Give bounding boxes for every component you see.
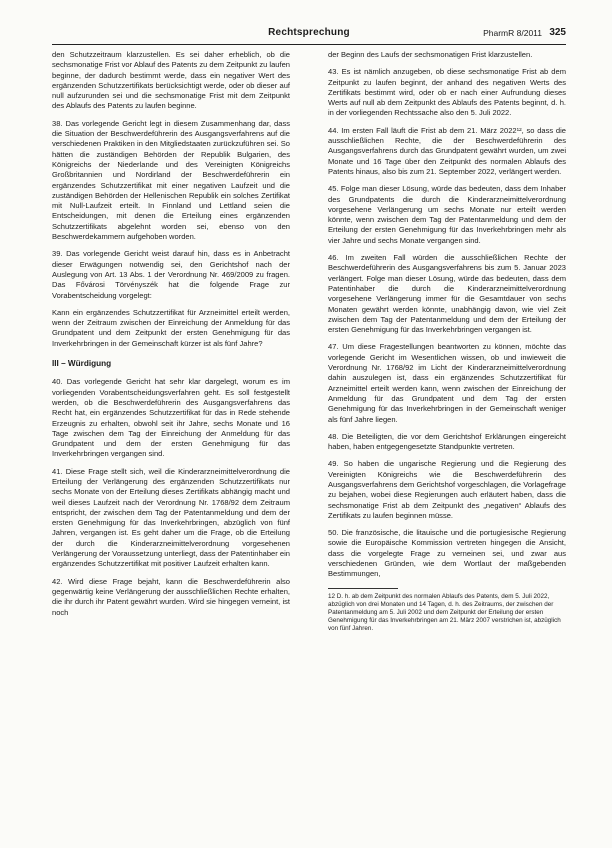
left-column <box>52 50 290 625</box>
section-label: Rechtsprechung <box>268 27 350 38</box>
paragraph: den Schutzzeitraum klarzustellen. Es sei daher erheblich, ob die sechsmonatige Frist vor Ablauf des Patents zu dem Zeitpunkt zu laufen beginne, der dadurch bestimmt werde, dass ein negativer Wert des ergänzenden Schutzzertifikats berücksichtigt werde, oder ob dieser auf null aufzurunden sei und die sechsmonatige Frist mit dem Zeitpunkt des Ablaufs des Patents zu laufen beginne. <box>52 50 290 111</box>
page-header <box>52 26 566 42</box>
paragraph: 40. Das vorlegende Gericht hat sehr klar dargelegt, worum es im vorliegenden Vorabentscheidungsverfahren geht. Es soll festgestellt werden, ob die Beschwerdeführerin des Ausgangsverfahrens das Recht hat, ein ergänzendes Schutzzertifikat für das in Rede stehende Erzeugnis zu erhalten, obwohl seit ihr Jahre, sechs Monate und 16 Tage zwischen dem Tag der Einreichung der Anmeldung für das Grundpatent und dem der ersten Genehmigung für das Inverkehrbringen vergangen sind. <box>52 377 290 459</box>
paragraph: 41. Diese Frage stellt sich, weil die Kinderarzneimittelverordnung die Erteilung der Verlängerung des ergänzenden Schutzzertifikats nur sechs Monate von der Erteilung dieses Zertifikats abhängig macht und weil dieses Laufzeit nach der Verordnung Nr. 1768/92 dem Zeitraum entspricht, der zwischen dem Tag der Patentanmeldung und dem der ersten Genehmigung für das Inverkehrbringen, abzüglich von fünf Jahren, vergangen ist. Es geht daher um die Frage, ob die Erteilung der durch die Kinderarzneimittelverordnung vorgesehenen Verlängerung der Voraussetzung unterliegt, dass der Patentinhaber ein ergänzendes Schutzzertifikat mit positiver Laufzeit erhalten kann. <box>52 466 290 569</box>
paragraph: 44. Im ersten Fall läuft die Frist ab dem 21. März 2022¹², so dass die ausschließlichen Rechte, die der Beschwerdeführerin des Ausgangsverfahrens durch das Grundpatent gewährt wurden, um zwei Monate und 16 Tage über den Zeitpunkt des normalen Ablaufs des Patents hinaus, also bis zum 21. September 2022, verlängert werden. <box>328 125 566 176</box>
footnote: 12 D. h. ab dem Zeitpunkt des normalen Ablaufs des Patents, dem 5. Juli 2022, abzüglich von drei Monaten und 14 Tagen, d. h. des Zeitraums, der zwischen der Patentanmeldung am 5. Juli 2002 und dem Zeitpunkt der Erteilung der ersten Genehmigung für das Inverkehrbringen am 21. März 2007 verstrichen ist, abzüglich von fünf Jahren. <box>328 592 561 633</box>
paragraph: 47. Um diese Fragestellungen beantworten zu können, möchte das vorlegende Gericht im Wesentlichen wissen, ob und inwieweit die Verordnung Nr. 1768/92 im Licht der Kinderarzneimittelverordnung dahin auszulegen ist, dass ein ergänzendes Schutzzertifikat für Arzneimittel erteilt werden kann, wenn zwischen der Einreichung der Anmeldung für das Grundpatent und dem Tag der ersten Genehmigung für das Inverkehrbringen in der Gemeinschaft weniger als fünf Jahre liegen. <box>328 342 566 424</box>
section-heading: III – Würdigung <box>52 359 112 369</box>
paragraph: 49. So haben die ungarische Regierung und die Regierung des Vereinigten Königreichs wie die Beschwerdeführerin des Ausgangsverfahrens dem Gerichtshof vorgeschlagen, die Vorlagefrage zu bejahen, wobei diese Regierungen auch erläutert haben, dass die sechsmonatige Frist ab dem Zeitpunkt des „negativen“ Ablaufs des Zertifikats zu laufen beginnen müsse. <box>328 459 566 520</box>
paragraph: der Beginn des Laufs der sechsmonatigen Frist klarzustellen. <box>328 50 533 59</box>
paragraph: 45. Folge man dieser Lösung, würde das bedeuten, dass dem Inhaber des Grundpatents die durch die Kinderarzneimittelverordnung vorgesehene Verlängerung um sechs Monate nur erteilt werden könnte, wenn zwischen dem Tag der Patentanmeldung und dem der Erteilung der ersten Genehmigung für das Inverkehrbringen mehr als vier Jahre und sechs Monate vergangen sind. <box>328 184 566 245</box>
journal-reference: PharmR 8/2011 <box>483 28 542 38</box>
paragraph: 42. Wird diese Frage bejaht, kann die Beschwerdeführerin also gegenwärtig keine Verlängerung der ausschließlichen Rechte erhalten, die ihr durch ihr Patent gewährt wurden. Wird sie hingegen verneint, ist noch <box>52 576 290 617</box>
referred-question: Kann ein ergänzendes Schutzzertifikat für Arzneimittel erteilt werden, wenn der Zeitraum zwischen der Einreichung der Anmeldung für das Grundpatent und dem Zeitpunkt der ersten Genehmigung für das Inverkehrbringen in der Gemeinschaft kürzer ist als fünf Jahre? <box>52 307 290 348</box>
paragraph: 46. Im zweiten Fall würden die ausschließlichen Rechte der Beschwerdeführerin des Ausgangsverfahrens bis zum 5. Januar 2023 verlängert. Folge man dieser Lösung, würde das bedeuten, dass dem Patentinhaber die durch die Kinderarzneimittelverordnung vorgesehene Verlängerung immer für die Gesamtdauer von sechs Monaten gewährt werden könnte, unabhängig davon, wie viel Zeit zwischen dem Tag der Patentanmeldung und dem der Erteilung der ersten Genehmigung für das Inverkehrbringen vergangen ist. <box>328 253 566 335</box>
paragraph: 43. Es ist nämlich anzugeben, ob diese sechsmonatige Frist ab dem Zeitpunkt zu laufen beginnt, der anhand des negativen Werts des Zertifikats bestimmt wird, oder ob er nach einer Aufrundung dieses Werts auf null ab dem Zeitpunkt des Ablaufs des Patents beginnt, d. h. in der vorliegenden Rechtssache also den 5. Juli 2022. <box>328 67 566 118</box>
page-number: 325 <box>549 27 566 38</box>
header-rule <box>52 44 566 45</box>
paragraph: 48. Die Beteiligten, die vor dem Gerichtshof Erklärungen eingereicht haben, haben entgegengesetzte Standpunkte vertreten. <box>328 431 566 452</box>
footnote-rule <box>328 588 398 589</box>
paragraph: 50. Die französische, die litauische und die portugiesische Regierung sowie die Europäische Kommission vertreten hingegen die Ansicht, dass die vorgelegte Frage zu verneinen sei, und zwar aus verschiedenen Gründen, wie dem Wortlaut der maßgebenden Bestimmungen, <box>328 528 566 579</box>
paragraph: 39. Das vorlegende Gericht weist darauf hin, dass es in Anbetracht dieser Erwägungen notwendig sei, den Gerichtshof nach der Auslegung von Art. 13 Abs. 1 der Verordnung Nr. 469/2009 zu fragen. Das Fővárosi Törvényszék hat die folgende Frage zur Vorabentscheidung vorgelegt: <box>52 249 290 300</box>
right-column <box>328 50 566 640</box>
paragraph: 38. Das vorlegende Gericht legt in diesem Zusammenhang dar, dass die Situation der Beschwerdeführerin des Ausgangsverfahrens auf die verschiedenen Praktiken in den Mitgliedstaaten zurückzuführen sei. So hätten die zuständigen Behörden der Republik Bulgarien, des Königreichs der Niederlande und des Vereinigten Königreichs Großbritannien und Nordirland der Beschwerdeführerin ein ergänzendes Schutzzertifikat mit einer negativen Laufzeit und die zuständigen Behörden der Hellenischen Republik ein solches Zertifikat mit Null-Laufzeit erteilt. In Finnland und Lettland seien die Entscheidungen, mit denen die Erteilung eines ergänzenden Schutzzertifikats abgelehnt worden sei, ebenso von den Beschwerdekammern aufgehoben worden. <box>52 118 290 242</box>
